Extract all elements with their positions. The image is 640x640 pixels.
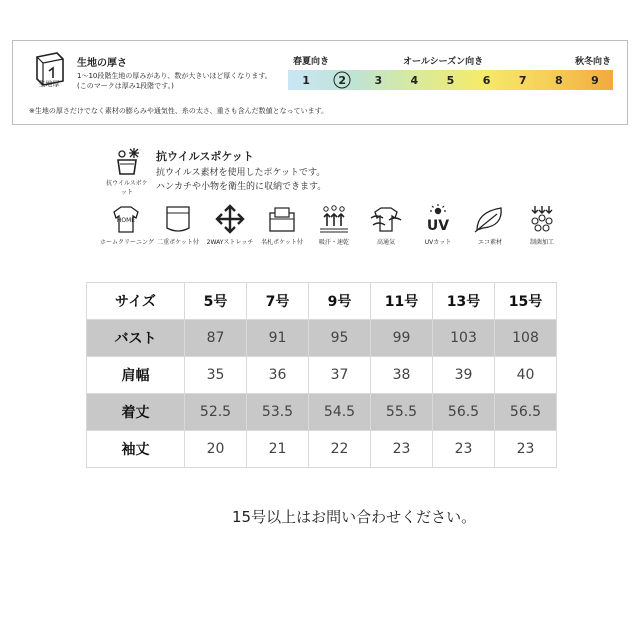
table-row (87, 357, 557, 394)
table-cell: 56.5 (433, 394, 495, 431)
breathable-icon (369, 204, 403, 234)
table-cell: 22 (309, 431, 371, 468)
season-spring-summer-label: 春夏向き (293, 57, 330, 67)
table-cell: 87 (185, 320, 247, 357)
table-cell: 55.5 (371, 394, 433, 431)
antiviral-pocket-description: 抗ウイルス素材を使用したポケットです。 ハンカチや小物を衛生的に収納できます。 (156, 168, 327, 192)
antibacterial-icon (525, 204, 559, 234)
size-header-cell: 15号 (495, 283, 557, 320)
row-label: 袖丈 (87, 431, 185, 468)
fabric-thickness-icon-label: 生地厚 (38, 80, 60, 88)
feature-double-pocket (152, 204, 204, 246)
season-all-label: オールシーズン向き (403, 57, 484, 67)
table-cell: 23 (371, 431, 433, 468)
thickness-level-6: 6 (482, 73, 491, 87)
table-cell: 99 (371, 320, 433, 357)
feature-icons-row (100, 204, 570, 252)
thickness-level-3: 3 (374, 73, 383, 87)
eco-material-icon (473, 204, 507, 234)
svg-text:UV: UV (426, 218, 450, 234)
size-table (86, 282, 557, 468)
size-header-label: サイズ (87, 283, 185, 320)
feature-label: エコ素材 (477, 239, 502, 246)
feature-label: 二重ポケット付 (157, 239, 199, 246)
thickness-level-4: 4 (410, 73, 419, 87)
thickness-level-9: 9 (591, 73, 599, 87)
fabric-thickness-note: ※生地の厚さだけでなく素材の膨らみや通気性、糸の太さ、重さも含んだ数値となっています。 (29, 107, 329, 115)
table-cell: 40 (495, 357, 557, 394)
thickness-level-8: 8 (554, 73, 563, 87)
table-cell: 38 (371, 357, 433, 394)
table-cell: 39 (433, 357, 495, 394)
row-label: 肩幅 (87, 357, 185, 394)
feature-label: 高通気 (376, 239, 395, 246)
size-table-header-row (87, 283, 557, 320)
thickness-level-2: 2 (324, 74, 360, 87)
feature-name-pocket (256, 204, 308, 246)
feature-label: 吸汗・速乾 (318, 239, 349, 246)
table-cell: 23 (433, 431, 495, 468)
feature-home-cleaning (100, 204, 152, 246)
svg-text:HOME: HOME (116, 217, 136, 224)
thickness-level-1: 1 (302, 73, 310, 87)
antiviral-pocket-icon (112, 146, 142, 176)
feature-eco-material (464, 204, 516, 246)
home-cleaning-icon (109, 204, 143, 234)
feature-label: ホームクリーニング (100, 239, 154, 246)
thickness-scale (288, 70, 613, 90)
antiviral-pocket-title: 抗ウイルスポケット (156, 150, 254, 163)
feature-label: 名札ポケット付 (261, 239, 303, 246)
table-cell: 21 (247, 431, 309, 468)
table-cell: 95 (309, 320, 371, 357)
thickness-level-5: 5 (446, 73, 455, 87)
two-way-stretch-icon (213, 204, 247, 234)
footer-note: 15号以上はお問い合わせください。 (232, 508, 477, 526)
size-header-cell: 13号 (433, 283, 495, 320)
feature-antibacterial (516, 204, 568, 246)
table-cell: 35 (185, 357, 247, 394)
uv-cut-icon (421, 204, 455, 234)
fabric-thickness-description: 1〜10段階生地の厚みがあり、数が大きいほど厚くなります。 (このマークは厚み1段階です。) (77, 72, 272, 90)
table-cell: 54.5 (309, 394, 371, 431)
table-row (87, 320, 557, 357)
feature-sweat-quickdry (308, 204, 360, 246)
table-row (87, 394, 557, 431)
fabric-thickness-title: 生地の厚さ (77, 58, 127, 69)
table-cell: 91 (247, 320, 309, 357)
feature-label: UVカット (424, 239, 452, 246)
size-header-cell: 7号 (247, 283, 309, 320)
double-pocket-icon (161, 204, 195, 234)
table-cell: 37 (309, 357, 371, 394)
table-cell: 108 (495, 320, 557, 357)
size-header-cell: 5号 (185, 283, 247, 320)
feature-label: 2WAYストレッチ (206, 239, 254, 246)
antiviral-pocket-icon-label: 抗ウイルスポケット (106, 180, 148, 196)
sweat-quickdry-icon (317, 204, 351, 234)
row-label: 着丈 (87, 394, 185, 431)
size-header-cell: 11号 (371, 283, 433, 320)
table-cell: 20 (185, 431, 247, 468)
feature-label: 制菌加工 (529, 239, 554, 246)
table-cell: 53.5 (247, 394, 309, 431)
name-pocket-icon (265, 204, 299, 234)
table-cell: 103 (433, 320, 495, 357)
feature-two-way-stretch (204, 204, 256, 246)
fabric-thickness-panel (12, 40, 628, 125)
size-header-cell: 9号 (309, 283, 371, 320)
feature-breathable (360, 204, 412, 246)
table-cell: 52.5 (185, 394, 247, 431)
table-row (87, 431, 557, 468)
feature-uv-cut (412, 204, 464, 246)
table-cell: 23 (495, 431, 557, 468)
season-autumn-winter-label: 秋冬向き (575, 57, 612, 67)
table-cell: 36 (247, 357, 309, 394)
row-label: バスト (87, 320, 185, 357)
thickness-level-7: 7 (518, 73, 527, 87)
table-cell: 56.5 (495, 394, 557, 431)
